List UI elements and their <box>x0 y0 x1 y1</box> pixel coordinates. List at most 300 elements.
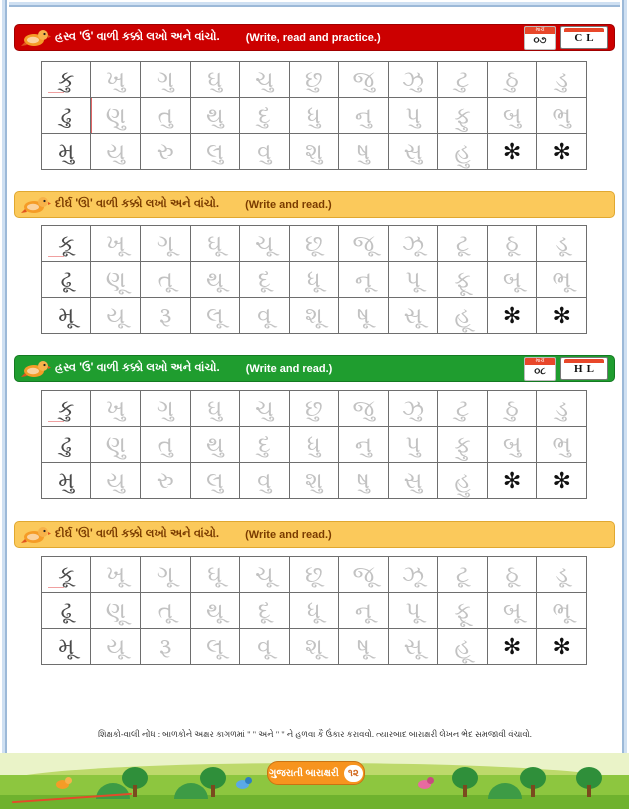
glyph: જુ <box>352 396 375 421</box>
date-badge <box>524 357 556 381</box>
code-badge-right: L <box>586 362 594 375</box>
grid-cell[interactable] <box>240 226 290 262</box>
glyph: હુ <box>454 468 471 493</box>
section-title: દીર્ઘ 'ઊ' વાળી કક્કો લખો અને વાંચો. <box>55 528 220 540</box>
glyph: છુ <box>304 396 323 421</box>
grid-cell[interactable] <box>190 593 240 629</box>
table-row[interactable] <box>42 62 587 98</box>
glyph: ધૂ <box>306 267 321 292</box>
glyph: ખૂ <box>106 231 126 256</box>
glyph: ઝૂ <box>402 231 425 256</box>
grid-cell[interactable] <box>438 391 487 427</box>
grid-cell-star[interactable] <box>487 134 537 170</box>
grid-cell[interactable] <box>339 98 389 134</box>
glyph: ફુ <box>454 103 471 128</box>
bird-icon <box>21 524 51 546</box>
glyph: યુ <box>106 139 126 164</box>
grid-cell[interactable] <box>42 391 91 427</box>
star-icon: ✻ <box>552 139 571 164</box>
grid-cell[interactable] <box>289 298 339 334</box>
glyph: ધૂ <box>306 598 321 623</box>
glyph: ટુ <box>455 67 470 92</box>
glyph: યૂ <box>106 303 126 328</box>
grid-cell[interactable] <box>339 134 389 170</box>
glyph: જુ <box>352 67 375 92</box>
table-row[interactable] <box>42 593 587 629</box>
grid-cell[interactable] <box>42 62 91 98</box>
glyph: ઢૂ <box>60 267 72 292</box>
glyph: ભુ <box>552 103 571 128</box>
butterfly-head <box>427 777 434 784</box>
glyph: પુ <box>405 432 421 457</box>
glyph: યૂ <box>106 634 126 659</box>
grid-cell[interactable] <box>487 391 537 427</box>
glyph: ધુ <box>306 432 321 457</box>
grid-cell[interactable] <box>42 226 91 262</box>
grid-cell[interactable] <box>141 226 190 262</box>
grid-cell[interactable] <box>289 629 339 665</box>
glyph: સુ <box>403 468 423 493</box>
grid-cell[interactable] <box>438 463 487 499</box>
grid-cell[interactable] <box>91 226 141 262</box>
grid-cell[interactable] <box>388 226 438 262</box>
glyph: તૂ <box>157 267 173 292</box>
date-badge-month: માર્ચ <box>525 27 555 34</box>
grid-cell[interactable] <box>42 134 91 170</box>
grid-cell[interactable] <box>537 557 587 593</box>
practice-grid-4[interactable] <box>41 556 587 665</box>
grid-cell[interactable] <box>388 593 438 629</box>
grid-cell[interactable] <box>91 98 141 134</box>
glyph: ફુ <box>454 432 471 457</box>
grid-cell[interactable] <box>289 593 339 629</box>
glyph: સૂ <box>403 303 423 328</box>
section-subtitle: (Write and read.) <box>245 198 332 211</box>
date-badge <box>524 26 556 50</box>
section-subtitle: (Write, read and practice.) <box>245 31 381 44</box>
grid-cell[interactable] <box>141 298 190 334</box>
section-header-dirgha-oo <box>14 521 615 548</box>
glyph: ષુ <box>356 139 370 164</box>
guide-stroke <box>48 587 64 588</box>
code-badge <box>560 357 608 380</box>
grid-cell[interactable] <box>289 62 339 98</box>
grid-cell[interactable] <box>289 557 339 593</box>
grid-cell[interactable] <box>438 427 487 463</box>
tree-icon <box>576 767 602 797</box>
grid-cell[interactable] <box>240 98 290 134</box>
grid-cell[interactable] <box>537 262 587 298</box>
grid-cell[interactable] <box>190 134 240 170</box>
grid-cell[interactable] <box>388 391 438 427</box>
grid-cell[interactable] <box>141 262 190 298</box>
grid-cell[interactable] <box>42 262 91 298</box>
glyph: યુ <box>106 468 126 493</box>
glyph: છૂ <box>304 231 323 256</box>
code-badge-left: H <box>574 362 583 375</box>
grid-cell[interactable] <box>487 427 537 463</box>
grid-cell[interactable] <box>388 298 438 334</box>
glyph: ઘુ <box>207 67 223 92</box>
page-border-top <box>0 0 629 8</box>
glyph: દૂ <box>257 598 271 623</box>
star-icon: ✻ <box>502 468 522 493</box>
section-subtitle: (Write and read.) <box>245 362 333 375</box>
grid-cell[interactable] <box>141 557 190 593</box>
grid-cell[interactable] <box>141 134 190 170</box>
grid-cell[interactable] <box>42 593 91 629</box>
grid-cell[interactable] <box>240 463 290 499</box>
table-row[interactable] <box>42 226 587 262</box>
grid-cell[interactable] <box>240 557 290 593</box>
table-row[interactable] <box>42 427 587 463</box>
table-row[interactable] <box>42 262 587 298</box>
grid-cell[interactable] <box>240 262 290 298</box>
glyph: લૂ <box>206 634 224 659</box>
grid-cell[interactable] <box>339 463 389 499</box>
glyph: વૂ <box>257 634 272 659</box>
glyph: ઠૂ <box>505 231 519 256</box>
grid-cell[interactable] <box>289 391 339 427</box>
section-title: દીર્ઘ 'ઊ' વાળી કક્કો લખો અને વાંચો. <box>55 198 220 210</box>
code-badge-roof <box>564 28 604 32</box>
grid-cell-star[interactable] <box>537 463 587 499</box>
grid-cell[interactable] <box>388 557 438 593</box>
grid-cell[interactable] <box>190 463 240 499</box>
grid-cell[interactable] <box>487 593 537 629</box>
grid-cell[interactable] <box>388 62 438 98</box>
grid-cell[interactable] <box>438 557 487 593</box>
grid-cell[interactable] <box>537 62 587 98</box>
grid-cell[interactable] <box>438 629 487 665</box>
grid-cell[interactable] <box>42 557 91 593</box>
grid-cell[interactable] <box>339 298 389 334</box>
tree-icon <box>520 767 546 797</box>
glyph: ઝુ <box>402 396 425 421</box>
glyph: ડૂ <box>555 562 568 587</box>
grid-cell[interactable] <box>487 98 537 134</box>
grid-cell[interactable] <box>339 262 389 298</box>
glyph: ધુ <box>306 103 321 128</box>
glyph: રૂ <box>159 634 172 659</box>
grid-cell[interactable] <box>141 427 190 463</box>
glyph: ફૂ <box>454 267 471 292</box>
grid-cell[interactable] <box>141 593 190 629</box>
grid-cell[interactable] <box>240 298 290 334</box>
grid-cell[interactable] <box>339 557 389 593</box>
table-row[interactable] <box>42 391 587 427</box>
grid-cell[interactable] <box>388 463 438 499</box>
glyph: શૂ <box>304 303 323 328</box>
table-row[interactable] <box>42 98 587 134</box>
tree-trunk <box>531 785 535 797</box>
grid-cell[interactable] <box>240 134 290 170</box>
grid-cell[interactable] <box>339 427 389 463</box>
practice-grid-3[interactable] <box>41 390 587 499</box>
grid-cell[interactable] <box>91 593 141 629</box>
bird-head <box>65 777 72 784</box>
glyph: ભૂ <box>552 598 571 623</box>
grid-cell[interactable] <box>388 629 438 665</box>
grid-cell[interactable] <box>438 98 487 134</box>
grid-cell[interactable] <box>190 262 240 298</box>
grid-cell[interactable] <box>91 134 141 170</box>
grid-cell[interactable] <box>141 463 190 499</box>
section-title: હ્રસ્વ 'ઉ' વાળી કક્કો લખો અને વાંચો. <box>55 362 220 374</box>
grid-cell[interactable] <box>289 226 339 262</box>
tree-icon <box>200 767 226 797</box>
table-row[interactable] <box>42 298 587 334</box>
grid-cell[interactable] <box>487 557 537 593</box>
grid-cell[interactable] <box>190 557 240 593</box>
glyph: ગુ <box>156 396 174 421</box>
grid-cell[interactable] <box>438 593 487 629</box>
page-number: ૧૨ <box>344 765 363 782</box>
table-row[interactable] <box>42 629 587 665</box>
glyph: ઢુ <box>60 432 72 457</box>
star-icon: ✻ <box>552 303 571 328</box>
grid-cell[interactable] <box>339 226 389 262</box>
glyph: તુ <box>157 103 173 128</box>
glyph: કુ <box>58 67 75 92</box>
glyph: ઘૂ <box>207 562 223 587</box>
grid-cell[interactable] <box>190 391 240 427</box>
glyph: ઠૂ <box>505 562 519 587</box>
grid-cell[interactable] <box>190 427 240 463</box>
grid-cell[interactable] <box>91 463 141 499</box>
glyph: ષુ <box>356 468 370 493</box>
butterfly-head <box>245 777 252 784</box>
glyph: બૂ <box>502 598 522 623</box>
code-badge-left: C <box>574 31 583 44</box>
grid-cell[interactable] <box>190 226 240 262</box>
glyph: વુ <box>257 139 272 164</box>
grid-cell[interactable] <box>240 391 290 427</box>
grid-cell[interactable] <box>438 226 487 262</box>
grid-cell-star[interactable] <box>487 298 537 334</box>
glyph: ણૂ <box>105 598 126 623</box>
glyph: જૂ <box>352 562 375 587</box>
grid-cell[interactable] <box>289 463 339 499</box>
page-border-left <box>0 0 9 809</box>
glyph: દુ <box>257 103 271 128</box>
grid-cell[interactable] <box>388 98 438 134</box>
tree-trunk <box>211 785 215 797</box>
glyph: ષૂ <box>356 303 370 328</box>
glyph: ડુ <box>555 67 568 92</box>
grid-cell[interactable] <box>388 134 438 170</box>
grid-cell[interactable] <box>537 226 587 262</box>
grid-cell[interactable] <box>487 226 537 262</box>
date-badge-month: માર્ચ <box>525 358 555 365</box>
grid-cell[interactable] <box>42 463 91 499</box>
glyph: ઠુ <box>505 396 519 421</box>
grid-cell[interactable] <box>289 427 339 463</box>
glyph: શુ <box>304 468 323 493</box>
grid-cell[interactable] <box>388 262 438 298</box>
glyph: બુ <box>502 432 522 457</box>
glyph: બૂ <box>502 267 522 292</box>
glyph: થુ <box>205 432 224 457</box>
grid-cell[interactable] <box>91 262 141 298</box>
grid-cell[interactable] <box>487 62 537 98</box>
glyph: ઢૂ <box>60 598 72 623</box>
decorative-scenery <box>0 753 629 809</box>
glyph: ટુ <box>455 396 470 421</box>
glyph: થુ <box>205 103 224 128</box>
grid-cell[interactable] <box>537 98 587 134</box>
glyph: ખૂ <box>106 562 126 587</box>
grid-cell-star[interactable] <box>487 629 537 665</box>
page-footer-label <box>267 761 365 785</box>
glyph: ણુ <box>105 103 126 128</box>
grid-cell[interactable] <box>91 629 141 665</box>
practice-grid-2[interactable] <box>41 225 587 334</box>
bird-icon <box>21 194 51 216</box>
grid-cell[interactable] <box>240 62 290 98</box>
glyph: રુ <box>156 139 174 164</box>
grid-cell-star[interactable] <box>487 463 537 499</box>
grid-cell[interactable] <box>438 134 487 170</box>
grid-cell[interactable] <box>91 62 141 98</box>
grid-cell[interactable] <box>91 557 141 593</box>
glyph: ઘૂ <box>207 231 223 256</box>
grid-cell[interactable] <box>388 427 438 463</box>
glyph: મૂ <box>58 634 75 659</box>
page-label-text: ગુજરાતી બારાક્ષરી <box>269 767 339 779</box>
grid-cell[interactable] <box>42 427 91 463</box>
grid-cell[interactable] <box>91 427 141 463</box>
glyph: તુ <box>157 432 173 457</box>
grid-cell[interactable] <box>141 391 190 427</box>
grid-cell[interactable] <box>339 629 389 665</box>
glyph: ઘુ <box>207 396 223 421</box>
tree-icon <box>452 767 478 797</box>
glyph: ચુ <box>255 396 274 421</box>
grid-cell[interactable] <box>438 62 487 98</box>
glyph: શૂ <box>304 634 323 659</box>
section-header-hrasva-u <box>14 24 615 51</box>
grid-cell[interactable] <box>438 262 487 298</box>
bird-icon <box>21 27 51 49</box>
grid-cell[interactable] <box>438 298 487 334</box>
glyph: લુ <box>206 139 224 164</box>
section-header-hrasva-e <box>14 355 615 382</box>
grid-cell[interactable] <box>339 391 389 427</box>
grid-cell[interactable] <box>339 62 389 98</box>
glyph: હુ <box>454 139 471 164</box>
glyph: હૂ <box>454 303 471 328</box>
grid-cell-star[interactable] <box>537 298 587 334</box>
table-row[interactable] <box>42 463 587 499</box>
glyph: મુ <box>58 139 75 164</box>
grid-cell[interactable] <box>289 262 339 298</box>
grid-cell[interactable] <box>190 629 240 665</box>
glyph: લૂ <box>206 303 224 328</box>
grid-cell[interactable] <box>42 98 91 134</box>
glyph: ષૂ <box>356 634 370 659</box>
grid-cell[interactable] <box>289 98 339 134</box>
glyph: ટૂ <box>455 562 470 587</box>
glyph: નુ <box>354 432 372 457</box>
grid-cell[interactable] <box>91 391 141 427</box>
glyph: લુ <box>206 468 224 493</box>
glyph: વુ <box>257 468 272 493</box>
grid-cell[interactable] <box>141 98 190 134</box>
butterfly-icon <box>418 777 434 791</box>
glyph: હૂ <box>454 634 471 659</box>
tree-trunk <box>463 785 467 797</box>
glyph: થૂ <box>205 267 224 292</box>
glyph: ઝૂ <box>402 562 425 587</box>
glyph: ટૂ <box>455 231 470 256</box>
grid-cell[interactable] <box>190 98 240 134</box>
glyph: સુ <box>403 139 423 164</box>
grid-cell[interactable] <box>141 629 190 665</box>
glyph: કૂ <box>58 562 75 587</box>
glyph: દૂ <box>257 267 271 292</box>
glyph: ઢુ <box>60 103 72 128</box>
grid-cell[interactable] <box>240 427 290 463</box>
glyph: ભૂ <box>552 267 571 292</box>
glyph: નૂ <box>354 267 372 292</box>
star-icon: ✻ <box>502 139 522 164</box>
practice-grid-1[interactable] <box>41 61 587 170</box>
star-icon: ✻ <box>502 303 522 328</box>
grid-cell-star[interactable] <box>537 134 587 170</box>
grid-cell[interactable] <box>537 593 587 629</box>
grid-cell[interactable] <box>190 298 240 334</box>
star-icon: ✻ <box>502 634 522 659</box>
grid-cell[interactable] <box>537 391 587 427</box>
grid-cell[interactable] <box>240 593 290 629</box>
table-row[interactable] <box>42 557 587 593</box>
grid-cell[interactable] <box>289 134 339 170</box>
tree-trunk <box>133 785 137 797</box>
bird-icon <box>21 358 51 380</box>
grid-cell[interactable] <box>537 427 587 463</box>
glyph: પૂ <box>405 598 421 623</box>
grid-cell[interactable] <box>339 593 389 629</box>
grid-cell[interactable] <box>190 62 240 98</box>
date-badge-day: ૦૮ <box>534 365 546 377</box>
grid-cell[interactable] <box>240 629 290 665</box>
star-icon: ✻ <box>552 468 571 493</box>
butterfly-icon <box>236 777 252 791</box>
glyph: બુ <box>502 103 522 128</box>
section-title: હ્રસ્વ 'ઉ' વાળી કક્કો લખો અને વાંચો. <box>55 31 220 43</box>
glyph: મુ <box>58 468 75 493</box>
grid-cell[interactable] <box>91 298 141 334</box>
section-subtitle: (Write and read.) <box>245 528 332 541</box>
guide-stroke <box>48 92 64 93</box>
grid-cell[interactable] <box>42 298 91 334</box>
glyph: જૂ <box>352 231 375 256</box>
grid-cell[interactable] <box>42 629 91 665</box>
tree-trunk <box>587 785 591 797</box>
guide-stroke <box>48 421 64 422</box>
grid-cell[interactable] <box>487 262 537 298</box>
glyph: થૂ <box>205 598 224 623</box>
glyph: વૂ <box>257 303 272 328</box>
grid-cell-star[interactable] <box>537 629 587 665</box>
glyph: સૂ <box>403 634 423 659</box>
glyph: શુ <box>304 139 323 164</box>
code-badge-right: L <box>586 31 594 44</box>
grid-cell[interactable] <box>141 62 190 98</box>
glyph: પૂ <box>405 267 421 292</box>
table-row[interactable] <box>42 134 587 170</box>
